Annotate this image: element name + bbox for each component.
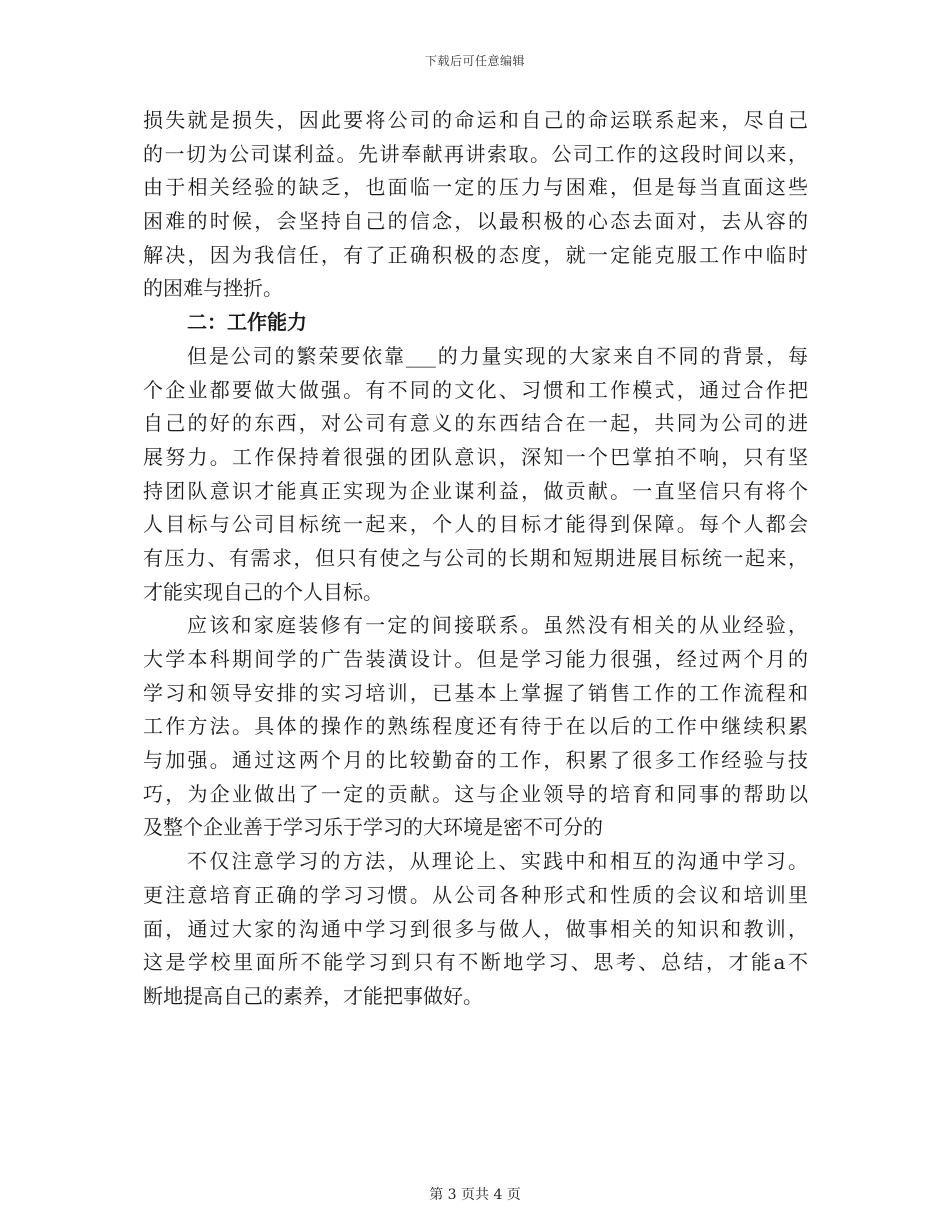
text-line: 面，通过大家的沟通中学习到很多与做人，做事相关的知识和教训， (143, 916, 808, 941)
text-line: 巧，为企业做出了一定的贡献。这与企业领导的培育和同事的帮助以 (143, 781, 808, 806)
page-footer: 第 3 页共 4 页 (429, 1187, 521, 1203)
text-line: 的困难与挫折。 (143, 276, 283, 301)
text-line: 但是公司的繁荣要依靠___的力量实现的大家来自不同的背景，每 (187, 343, 808, 368)
text-line: 人目标与公司目标统一起来，个人的目标才能得到保障。每个人都会 (143, 512, 808, 537)
text-line: 及整个企业善于学习乐于学习的大环境是密不可分的 (143, 815, 603, 840)
text-line: 持团队意识才能真正实现为企业谋利益，做贡献。一直坚信只有将个 (143, 478, 808, 503)
text-line: 学习和领导安排的实习培训，已基本上掌握了销售工作的工作流程和 (143, 680, 808, 705)
text-line: 损失就是损失，因此要将公司的命运和自己的命运联系起来，尽自己 (143, 108, 808, 132)
text-line: 的一切为公司谋利益。先讲奉献再讲索取。公司工作的这段时间以来， (143, 141, 808, 166)
text-line: 困难的时候，会坚持自己的信念，以最积极的心态去面对，去从容的 (143, 209, 808, 234)
text-line: 解决，因为我信任，有了正确积极的态度，就一定能克服工作中临时 (143, 242, 808, 267)
document-body (143, 104, 808, 1014)
page-header: 下载后可任意编辑 (424, 54, 525, 68)
text-line: 这是学校里面所不能学习到只有不断地学习、思考、总结，才能a不 (143, 950, 808, 975)
section-heading: 二：工作能力 (187, 310, 307, 335)
text-line: 展努力。工作保持着很强的团队意识，深知一个巴掌拍不响，只有坚 (143, 444, 808, 469)
text-line: 才能实现自己的个人目标。 (143, 579, 383, 604)
text-line: 有压力、有需求，但只有使之与公司的长期和短期进展目标统一起来， (143, 545, 808, 570)
text-line: 不仅注意学习的方法，从理论上、实践中和相互的沟通中学习。 (187, 849, 808, 874)
text-line: 由于相关经验的缺乏，也面临一定的压力与困难，但是每当直面这些 (143, 175, 808, 200)
text-line: 应该和家庭装修有一定的间接联系。虽然没有相关的从业经验， (187, 613, 808, 638)
text-line: 自己的好的东西，对公司有意义的东西结合在一起，共同为公司的进 (143, 411, 808, 436)
text-line: 更注意培育正确的学习习惯。从公司各种形式和性质的会议和培训里 (143, 882, 808, 907)
text-line: 大学本科期间学的广告装潢设计。但是学习能力很强，经过两个月的 (143, 647, 808, 671)
text-line: 断地提高自己的素养，才能把事做好。 (143, 983, 483, 1008)
text-line: 工作方法。具体的操作的熟练程度还有待于在以后的工作中继续积累 (143, 714, 808, 739)
text-line: 与加强。通过这两个月的比较勤奋的工作，积累了很多工作经验与技 (143, 748, 808, 773)
text-line: 个企业都要做大做强。有不同的文化、习惯和工作模式，通过合作把 (143, 377, 808, 402)
